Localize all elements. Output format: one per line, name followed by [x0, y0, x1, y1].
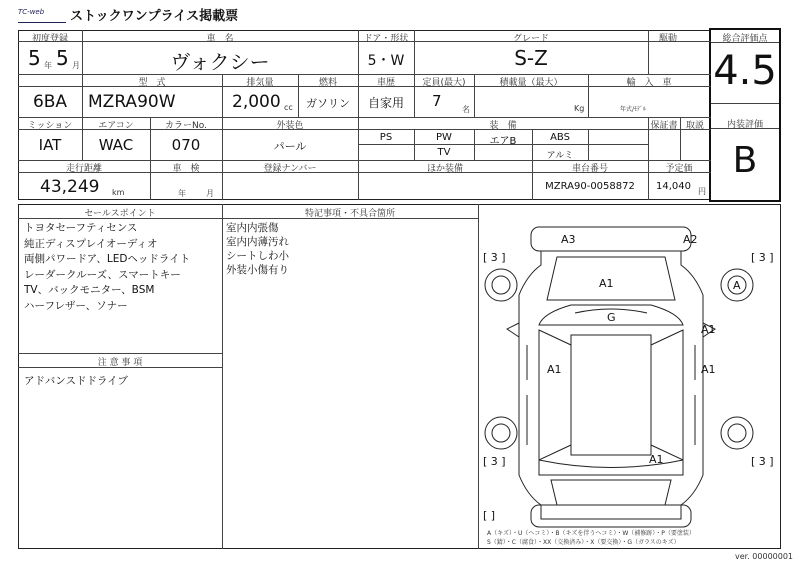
notes-label: 特記事項・不具合箇所 [304, 209, 395, 219]
warranty-label: 保証書 [650, 121, 678, 131]
mark-g: G [607, 311, 616, 324]
equip-airbag: エアB [489, 136, 517, 147]
brand-logo: TC-web [18, 8, 66, 23]
displacement: 2,000 [232, 92, 281, 112]
load-unit: Kg [574, 104, 585, 113]
tire-rear-right: [ 3 ] [751, 455, 774, 468]
equip-alloy: アルミ [546, 151, 574, 161]
exterior-color-label: 外装色 [276, 121, 304, 131]
chassis-label: 車台番号 [571, 164, 608, 174]
model-label: 型 式 [138, 78, 166, 88]
page-title: ストックワンプライス掲載票 [70, 9, 239, 24]
caution-label: 注 意 事 項 [97, 358, 143, 368]
caution-list [24, 373, 128, 388]
grade: S-Z [514, 46, 548, 70]
import-label: 輸 入 車 [626, 78, 672, 88]
chassis-number: MZRA90-0058872 [545, 181, 635, 192]
list-item: ハーフレザー、ソナー [24, 299, 128, 312]
model-prefix: 6BA [32, 92, 68, 112]
other-equipment-label: ほか装備 [426, 164, 463, 174]
mark-a1-right-fender: A1 [701, 323, 716, 336]
capacity-label: 定員(最大) [422, 78, 466, 88]
price-unit: 円 [698, 187, 706, 196]
color-no: 070 [171, 136, 201, 154]
model-code: MZRA90W [88, 92, 176, 112]
exterior-color: パール [273, 140, 307, 153]
import-model-label: 年式/ﾓﾃﾞﾙ [620, 106, 647, 113]
displacement-unit: cc [284, 103, 293, 112]
equip-tv: TV [437, 147, 451, 158]
mark-a2: A2 [683, 233, 698, 246]
tire-front-left: [ 3 ] [483, 251, 506, 264]
legend-line-2: S（錆）・C（腐食）・XX（交換済み）・X（要交換）・G（ガラスのキズ） [487, 539, 680, 546]
drive-label: 駆動 [658, 34, 677, 44]
legend-line-1: A（キズ）・U（ヘコミ）・B（キズを伴うヘコミ）・W（補修跡）・P（要塗装） [487, 530, 695, 537]
list-item: 両側パワードア、LEDヘッドライト [24, 253, 191, 265]
inspection-year: 年 [178, 189, 186, 198]
mark-a3: A3 [561, 233, 576, 246]
list-item: レーダークルーズ、スマートキー [24, 268, 181, 281]
inspection-month: 月 [206, 189, 214, 198]
aircon: WAC [98, 136, 134, 154]
first-reg-month: 5 [56, 46, 69, 70]
displacement-label: 排気量 [246, 78, 274, 88]
interior-score-label: 内装評価 [726, 120, 763, 130]
equip-ps: PS [379, 132, 393, 143]
first-reg-year-unit: 年 [44, 61, 52, 70]
list-item: 外装小傷有り [226, 264, 289, 276]
equip-abs: ABS [550, 132, 570, 143]
mileage: 43,249 [40, 177, 100, 197]
history-label: 車歴 [376, 78, 395, 88]
load-label: 積載量（最大） [499, 78, 563, 88]
capacity-unit: 名 [462, 105, 470, 114]
door-type: 5・W [367, 53, 405, 69]
capacity: 7 [432, 92, 442, 110]
tire-rear-left: [ 3 ] [483, 455, 506, 468]
mission-label: ミッション [27, 121, 73, 131]
sales-points-list [24, 221, 190, 314]
mileage-label: 走行距離 [65, 164, 102, 174]
mark-a1-rear: A1 [649, 453, 664, 466]
car-name: ヴォクシー [170, 50, 270, 74]
mark-a1-hood: A1 [599, 277, 614, 290]
version-label: ver. 00000001 [735, 552, 794, 561]
notes-list [226, 221, 289, 277]
vehicle-damage-diagram [479, 205, 780, 548]
list-item: 室内内張傷 [226, 222, 279, 234]
equip-pw: PW [436, 132, 452, 143]
inspection-label: 車 検 [172, 164, 200, 174]
tire-front-right: [ 3 ] [751, 251, 774, 264]
list-item: 純正ディスプレイオーディオ [24, 237, 158, 250]
aircon-label: エアコン [98, 121, 134, 131]
door-type-label: ドア・形状 [363, 34, 409, 44]
mark-a-right: A [733, 279, 741, 292]
mileage-unit: km [112, 188, 125, 197]
price: 14,040 [656, 181, 691, 192]
list-item: 室内内薄汚れ [226, 236, 289, 248]
fuel: ガソリン [306, 97, 350, 110]
mark-a1-right-door: A1 [701, 363, 716, 376]
color-no-label: カラーNo. [165, 121, 207, 131]
list-item: トヨタセーフティセンス [24, 222, 138, 234]
first-reg-year: 5 [28, 46, 41, 70]
first-reg-label: 初度登録 [31, 34, 68, 44]
car-name-label: 車 名 [206, 34, 234, 44]
interior-score: B [732, 140, 758, 181]
overall-score-label: 総合評価点 [722, 34, 768, 44]
mission: IAT [38, 136, 62, 154]
mark-a1-left-door: A1 [547, 363, 562, 376]
list-item: TV、バックモニター、BSM [24, 284, 155, 296]
history: 自家用 [367, 96, 404, 110]
overall-score: 4.5 [713, 48, 777, 94]
plate-label: 登録ナンバー [263, 164, 317, 174]
equipment-label: 装 備 [489, 121, 517, 131]
list-item: シートしわ小 [226, 250, 289, 262]
fuel-label: 燃料 [318, 78, 337, 88]
sales-points-label: セールスポイント [84, 209, 156, 219]
list-item: アドバンスドドライブ [24, 375, 128, 387]
first-reg-month-unit: 月 [72, 61, 80, 70]
price-label: 予定価 [665, 164, 693, 174]
manual-label: 取説 [685, 121, 704, 131]
grade-label: グレード [512, 34, 549, 44]
spare-tire: [ ] [483, 509, 496, 522]
